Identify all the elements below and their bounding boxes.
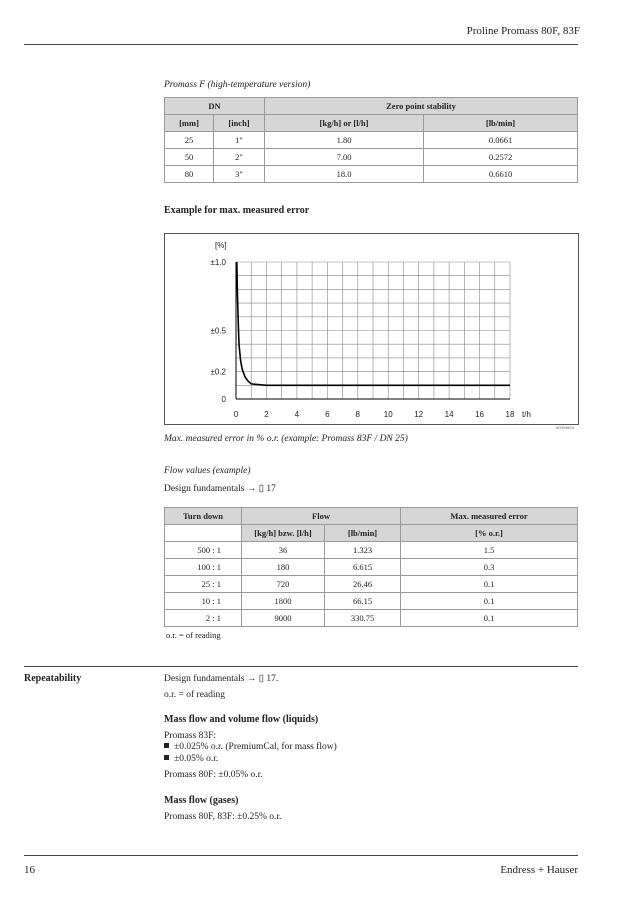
cell: 100 : 1 (165, 559, 242, 576)
y-axis-label: [%] (215, 241, 227, 250)
repeatability-label: Repeatability (24, 673, 82, 684)
cell: 66.15 (325, 593, 401, 610)
cell: 0.0661 (424, 132, 578, 149)
x-tick-label: 10 (383, 410, 393, 419)
zero-point-header: Zero point stability (265, 98, 578, 115)
dn-header: DN (165, 98, 265, 115)
cell: 0.6610 (424, 166, 578, 183)
cell: 330.75 (325, 610, 401, 627)
cell: 50 (165, 149, 214, 166)
col-kgh-bzw: [kg/h] bzw. [l/h] (242, 525, 325, 542)
page-number: 16 (24, 864, 35, 876)
bullet-text: ±0.05% o.r. (174, 754, 219, 764)
footer-rule (24, 855, 578, 856)
table-row (165, 593, 578, 610)
promass83f-label: Promass 83F: (164, 731, 216, 741)
flow-footnote: o.r. = of reading (166, 630, 221, 640)
bullet-item (164, 754, 218, 764)
chart-caption: Max. measured error in % o.r. (example: Promass 83F / DN 25) (164, 434, 408, 444)
x-tick-label: 0 (233, 410, 239, 419)
y-tick-label: ±1.0 (210, 258, 226, 267)
chart-grid (236, 262, 510, 399)
empty-sub (165, 525, 242, 542)
bullet-icon (164, 743, 169, 748)
cell: 25 : 1 (165, 576, 242, 593)
cell: 2" (214, 149, 265, 166)
x-tick-label: 6 (325, 410, 330, 419)
cell: 10 : 1 (165, 593, 242, 610)
flow-caption: Flow values (example) (164, 466, 251, 476)
error-chart (164, 233, 579, 425)
liquids-heading: Mass flow and volume flow (liquids) (164, 714, 319, 725)
col-lbmin: [lb/min] (424, 115, 578, 132)
turn-down-header: Turn down (165, 508, 242, 525)
y-tick-label: ±0.2 (210, 367, 226, 377)
cell: 720 (242, 576, 325, 593)
col-mm: [mm] (165, 115, 214, 132)
document-header-title: Proline Promass 80F, 83F (466, 25, 580, 37)
example-heading: Example for max. measured error (164, 205, 310, 216)
y-tick-labels (210, 258, 226, 404)
promass80f-text: Promass 80F: ±0.05% o.r. (164, 770, 263, 780)
col-percent: [% o.r.] (401, 525, 578, 542)
flow-design-ref: Design fundamentals → ▯ 17 (164, 484, 276, 494)
cell: 0.1 (401, 576, 578, 593)
cell: 80 (165, 166, 214, 183)
gases-text: Promass 80F, 83F: ±0.25% o.r. (164, 812, 282, 822)
x-tick-label: 2 (264, 410, 269, 419)
cell: 0.3 (401, 559, 578, 576)
max-error-header: Max. measured error (401, 508, 578, 525)
table-row (165, 166, 578, 183)
cell: 1800 (242, 593, 325, 610)
error-chart-svg (165, 234, 578, 424)
cell: 7.00 (265, 149, 424, 166)
table1-caption: Promass F (high-temperature version) (164, 80, 311, 90)
x-tick-label: 8 (355, 410, 361, 419)
cell: 0.2572 (424, 149, 578, 166)
cell: 36 (242, 542, 325, 559)
cell: 0.1 (401, 610, 578, 627)
table-row (165, 149, 578, 166)
repeatability-or-note: o.r. = of reading (164, 690, 226, 700)
y-tick-label: ±0.5 (210, 326, 226, 336)
bullet-item (164, 742, 337, 752)
cell: 180 (242, 559, 325, 576)
cell: 26.46 (325, 576, 401, 593)
cell: 3" (214, 166, 265, 183)
cell: 9000 (242, 610, 325, 627)
cell: 1" (214, 132, 265, 149)
y-tick-label: 0 (221, 395, 226, 404)
x-axis-label: t/h (522, 410, 531, 419)
cell: 1.5 (401, 542, 578, 559)
repeatability-design-ref: Design fundamentals → ▯ 17. (164, 674, 279, 684)
cell: 0.1 (401, 593, 578, 610)
cell: 1.80 (265, 132, 424, 149)
cell: 6.615 (325, 559, 401, 576)
table-row (165, 542, 578, 559)
cell: 2 : 1 (165, 610, 242, 627)
x-tick-label: 14 (444, 410, 454, 419)
cell: 25 (165, 132, 214, 149)
footer-brand: Endress + Hauser (500, 864, 578, 876)
table-row (165, 610, 578, 627)
section-rule (24, 666, 578, 667)
col-inch: [inch] (214, 115, 265, 132)
error-curve (237, 262, 510, 385)
table-row (165, 559, 578, 576)
cell: 1.323 (325, 542, 401, 559)
flow-table (164, 507, 578, 627)
cell: 18.0 (265, 166, 424, 183)
table-row (165, 576, 578, 593)
bullet-text: ±0.025% o.r. (PremiumCal, for mass flow) (174, 742, 337, 752)
col-kgh: [kg/h] or [l/h] (265, 115, 424, 132)
bullet-icon (164, 755, 169, 760)
cell: 500 : 1 (165, 542, 242, 559)
gases-heading: Mass flow (gases) (164, 795, 239, 806)
x-tick-label: 18 (505, 410, 515, 419)
x-tick-label: 16 (475, 410, 485, 419)
table-row (165, 132, 578, 149)
col-lbmin2: [lb/min] (325, 525, 401, 542)
zero-point-table (164, 97, 578, 183)
header-rule (24, 44, 578, 45)
flow-header: Flow (242, 508, 401, 525)
figure-code-label: a0004604 (556, 425, 574, 430)
x-tick-label: 12 (414, 410, 424, 419)
x-tick-labels (234, 410, 515, 419)
x-tick-label: 4 (294, 410, 300, 419)
